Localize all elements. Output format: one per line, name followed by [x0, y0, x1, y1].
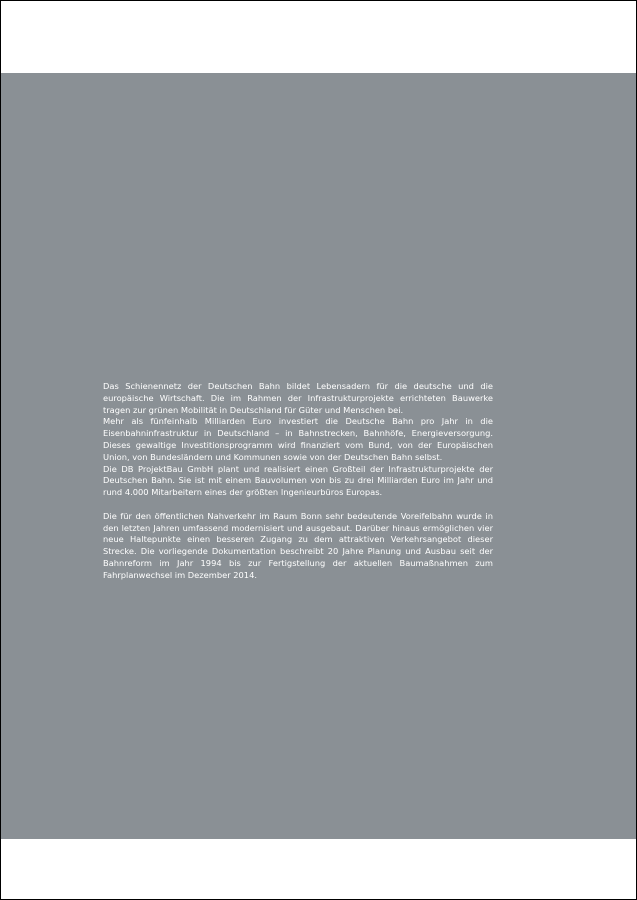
paragraph-db-projektbau: Die DB ProjektBau GmbH plant und realisiert einen Großteil der Infrastrukturprojekte der Deutschen Bahn. Sie ist mit einem Bauvolumen von bis zu drei Milliarden Euro im Jahr und rund 4.000 Mitarbeitern eines der größten Ingenieurbüros Europas.	[103, 463, 493, 498]
paragraph-rail-network: Das Schienennetz der Deutschen Bahn bildet Lebensadern für die deutsche und die europäische Wirtschaft. Die im Rahmen der Infrastrukturprojekte errichteten Bauwerke tragen zur grünen Mobilität in Deutschland für Güter und Menschen bei.	[103, 381, 493, 415]
intro-text-block	[103, 381, 493, 582]
paragraph-investment: Mehr als fünfeinhalb Milliarden Euro investiert die Deutsche Bahn pro Jahr in die Eisenbahninfrastruktur in Deutschland – in Bahnstrecken, Bahnhöfe, Energieversorgung. Dieses gewaltige Investitionsprogramm wird finanziert vom Bund, von der Europäischen Union, von Bundesländern und Kommunen sowie von der Deutschen Bahn selbst.	[103, 416, 493, 462]
paragraph-voreifelbahn: Die für den öffentlichen Nahverkehr im Raum Bonn sehr bedeutende Voreifelbahn wurde in den letzten Jahren umfassend modernisiert und ausgebaut. Darüber hinaus ermöglichen vier neue Haltepunkte einen besseren Zugang zu dem attraktiven Verkehrsangebot dieser Strecke. Die vorliegende Dokumentation beschreibt 20 Jahre Planung und Ausbau seit der Bahnreform im Jahr 1994 bis zur Fertigstellung der aktuellen Baumaßnahmen zum Fahrplanwechsel im Dezember 2014.	[103, 510, 493, 580]
